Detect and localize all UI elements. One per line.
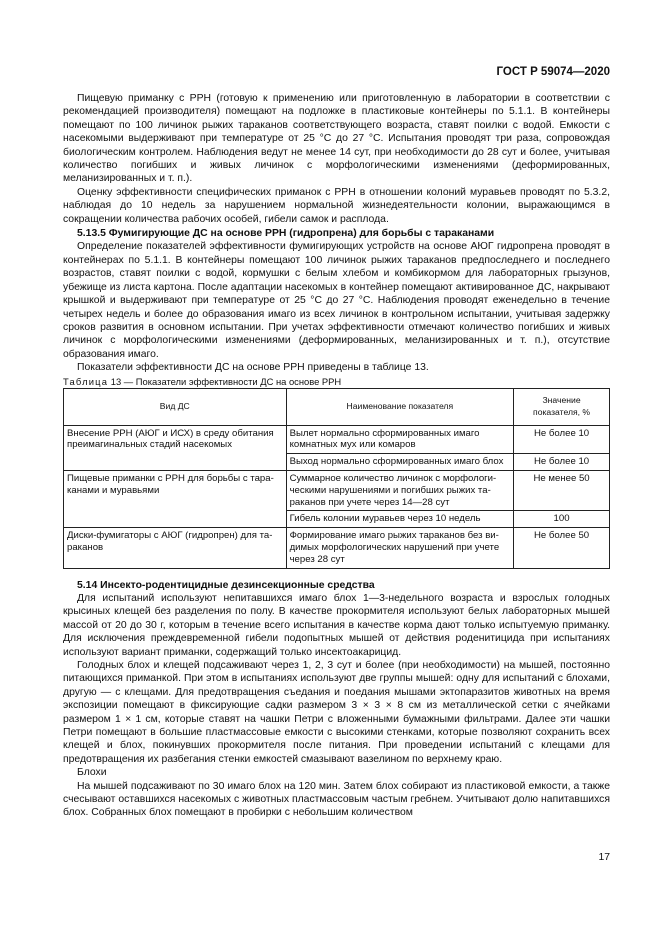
subheading-fleas: Блохи	[77, 767, 107, 779]
section-heading-5-14: 5.14 Инсекто-родентицидные дезинсекционные средства	[77, 579, 375, 591]
table-row	[64, 470, 610, 510]
cell-type: Пищевые приманки с РРН для борьбы с тараканами и муравьями	[64, 470, 287, 527]
cell-type: Внесение РРН (АЮГ и ИСХ) в среду обитания преимагинальных стадий насекомых	[64, 425, 287, 470]
col-header-type: Вид ДС	[64, 388, 287, 425]
document-code: ГОСТ Р 59074—2020	[496, 66, 610, 78]
paragraph: На мышей подсаживают по 30 имаго блох на 120 мин. Затем блох собирают из пластиковой емкости, а также счесывают оставшихся насекомых с животных пластмассовым частым гребнем. Учитывают долю напитавшихся блох. Собранных блох помещают в пробирки с небольшим количеством	[63, 780, 610, 819]
cell-value: Не менее 50	[514, 470, 610, 510]
cell-indicator: Формирование имаго рыжих тараканов без видимых морфологических нарушений при учете через 28 сут	[286, 528, 514, 568]
paragraph: Определение показателей эффективности фумигирующих устройств на основе АЮГ гидропрена проводят в контейнерах по 5.1.1. В контейнеры помещают 100 личинок рыжих тараканов предпоследнего и последнего возрастов, ставят поилки с водой, кормушки с белым хлебом и комбикормом для лабораторных грызунов, убежище из листа картона. После адаптации насекомых в контейнер помещают активированное ДС, накрывают крышкой и выдерживают при температуре от 25 °С до 27 °С. Наблюдения проводят еженедельно в течение четырех недель и более до образования имаго из всех личинок в контрольном испытании, учитывая задержку сроков развития в основном испытании. При учетах эффективности отмечают количество погибших и живых личинок с морфологическими изменениями (деформированных, меланизированных и т. п.), отсутствие образования имаго.	[63, 241, 610, 360]
cell-indicator: Выход нормально сформированных имаго блох	[286, 454, 514, 471]
cell-indicator: Гибель колонии муравьев через 10 недель	[286, 511, 514, 528]
paragraph: Пищевую приманку с РРН (готовую к применению или приготовленную в лаборатории в соответствии с рекомендацией производителя) помещают на подложке в пластиковые контейнеры по 5.1.1. В контейнеры помещают по 100 личинок рыжих тараканов соответствующего возраста, ставят поилки с водой. Емкости с насекомыми выдерживают при температуре от 25 °С до 27 °С. Испытания проводят три раза, сопровождая биологическим контролем. Наблюдения ведут не менее 14 сут, при необходимости до 28 сут и более, учитывая количество погибших и живых личинок с морфологическими изменениями (деформированных, меланизированных и т. п.).	[63, 93, 610, 185]
table-row	[64, 425, 610, 454]
cell-value: Не более 10	[514, 425, 610, 454]
paragraph: Оценку эффективности специфических приманок с РРН в отношении колоний муравьев проводят по 5.3.2, наблюдая до 10 недель за нарушением нормальной жизнедеятельности колонии, выражающимся в сокращении количества рабочих особей, гибели самок и расплода.	[63, 186, 610, 225]
efficiency-table	[63, 388, 610, 569]
cell-type: Диски-фумигаторы с АЮГ (гидропрен) для тараканов	[64, 528, 287, 568]
page-number: 17	[598, 852, 610, 863]
table-caption-prefix: Таблица	[63, 375, 109, 387]
page-content	[63, 92, 610, 820]
paragraph: Для испытаний используют непитавшихся имаго блох 1—3-недельного возраста и взрослых голодных крысиных клещей без разделения по полу. В качестве прокормителя используют белых лабораторных мышей массой от 20 до 30 г, которым в течение всего испытания в качестве корма дают только испытуемую приманку. Для исключения преждевременной гибели подопытных мышей от действия роденитицида при испытаниях используют вариант приманки, содержащий только инсектоакарицид.	[63, 592, 610, 658]
cell-value: Не более 50	[514, 528, 610, 568]
col-header-value: Значение показателя, %	[514, 388, 610, 425]
paragraph: Голодных блох и клещей подсаживают через 1, 2, 3 сут и более (при необходимости) на мышей, постоянно питающихся приманкой. При этом в испытаниях используют две группы мышей: одну для испытаний с блохами, другую — с клещами. Для предотвращения съедания и поедания мышами эктопаразитов животных на время экспозиции помещают в фиксирующие садки размером 3 × 3 × 8 см из металлической сетки с ячейками размером 1 × 1 см, которые ставят на чашки Петри с вложенными бумажными фильтрами. Далее эти чашки Петри помещают в большие пластмассовые емкости с высокими стенками, которые позволяют сохранить всех клещей и блох, покинувших прокормителя после питания. При проведении испытаний с клещами для предотвращения их разбегания стенки емкостей смазывают вазелином по верхнему краю.	[63, 659, 610, 765]
cell-value: Не более 10	[514, 454, 610, 471]
cell-indicator: Суммарное количество личинок с морфологическими нарушениями и погибших рыжих тараканов при учете через 14—28 сут	[286, 470, 514, 510]
table-row	[64, 528, 610, 568]
cell-indicator: Вылет нормально сформированных имаго комнатных мух или комаров	[286, 425, 514, 454]
cell-value: 100	[514, 511, 610, 528]
table-header-row	[64, 388, 610, 425]
col-header-indicator: Наименование показателя	[286, 388, 514, 425]
table-caption-text: 13 — Показатели эффективности ДС на основе РРН	[108, 375, 342, 387]
table-caption	[63, 375, 610, 388]
section-heading-5-13-5: 5.13.5 Фумигирующие ДС на основе РРН (гидропрена) для борьбы с тараканами	[77, 228, 495, 240]
paragraph: Показатели эффективности ДС на основе РРН приведены в таблице 13.	[77, 362, 429, 374]
